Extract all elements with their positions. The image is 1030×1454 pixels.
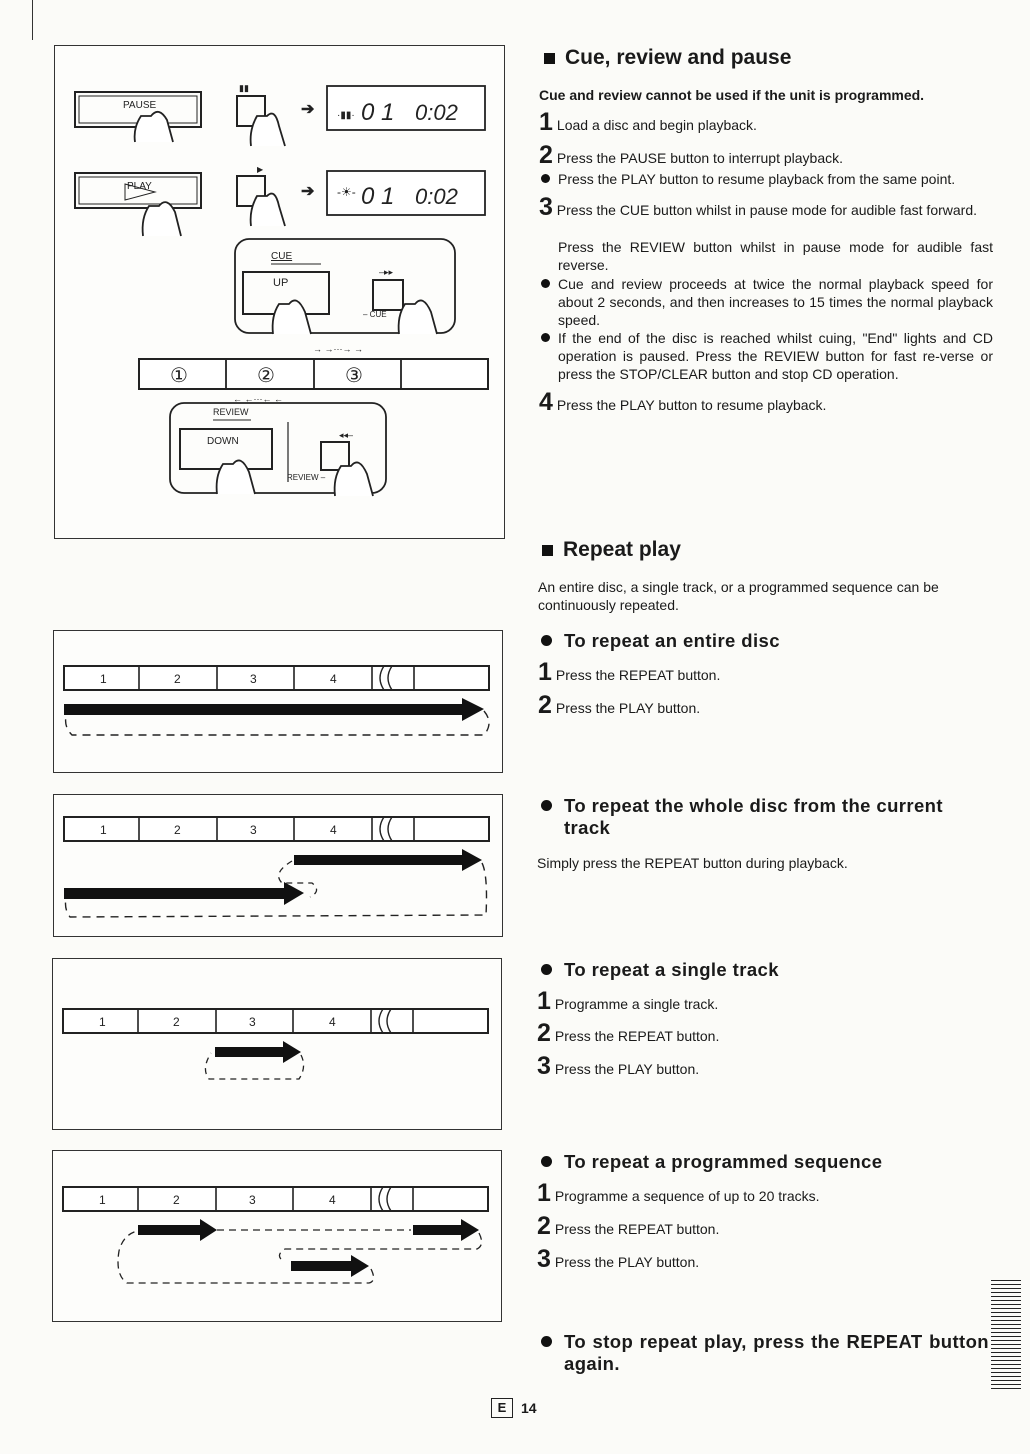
cue-small-label: – CUE: [363, 310, 387, 319]
svg-text:-☀-: -☀-: [337, 185, 356, 199]
bullet-icon: [541, 635, 552, 646]
track-num-4: 4: [329, 1015, 336, 1029]
repeat-entire-step-2: 2 Press the PLAY button.: [538, 691, 701, 719]
square-bullet-icon: [542, 545, 553, 556]
display-track-1: 0 1: [361, 99, 395, 126]
repeat-entire-step-1: 1 Press the REPEAT button.: [538, 658, 721, 686]
repeat-single-diagram: [53, 959, 503, 1131]
cue-bullet-3: If the end of the disc is reached whilst cuing, "End" lights and CD operation is paused. Press the REVIEW button for fast re-verse or press the STOP/CLEAR button and stop CD operation.: [541, 329, 993, 383]
repeat-current-diagram: [54, 795, 504, 938]
repeat-single-figure: [52, 958, 502, 1130]
track-num-3: 3: [250, 823, 257, 837]
repeat-programmed-diagram: [53, 1151, 503, 1323]
track-num-4: 4: [329, 1193, 336, 1207]
svg-text:◂◂–: ◂◂–: [339, 430, 354, 440]
cue-bullet-2: Cue and review proceeds at twice the normal playback speed for about 2 seconds, and then increases to 15 times the normal playback speed.: [541, 275, 993, 329]
review-small-label: REVIEW –: [287, 473, 326, 482]
repeat-programmed-heading: To repeat a programmed sequence: [541, 1151, 1001, 1173]
cue-bullet-1: Press the PLAY button to resume playback from the same point.: [541, 170, 994, 188]
track-num-1: 1: [99, 1193, 106, 1207]
repeat-single-heading: To repeat a single track: [541, 959, 1001, 981]
cue-step-3b: Press the REVIEW button whilst in pause mode for audible fast reverse.: [558, 239, 993, 273]
circled-track-1: ①: [170, 365, 188, 387]
bullet-icon: [541, 964, 552, 975]
bullet-icon: [541, 1156, 552, 1167]
display-time-1: 0:02: [415, 100, 458, 125]
svg-text:▮▮: ▮▮: [239, 83, 249, 93]
play-label: PLAY: [127, 181, 152, 192]
cue-step-4: 4 Press the PLAY button to resume playback.: [539, 388, 827, 416]
edge-index-marks: [991, 1280, 1021, 1390]
track-num-1: 1: [99, 1015, 106, 1029]
repeat-entire-diagram: [54, 631, 504, 774]
repeat-heading: Repeat play: [542, 538, 681, 562]
bullet-icon: [541, 174, 550, 183]
svg-text:← ←···← ←: ← ←···← ←: [233, 394, 283, 404]
track-num-3: 3: [249, 1193, 256, 1207]
cue-review-figure: [54, 45, 505, 539]
repeat-intro: An entire disc, a single track, or a programmed sequence can be continuously repeated.: [538, 579, 939, 613]
svg-text:→ →···→ →: → →···→ →: [313, 344, 363, 354]
track-num-1: 1: [100, 823, 107, 837]
svg-text:▶: ▶: [257, 165, 264, 174]
page-footer: [491, 1398, 537, 1418]
cue-label: CUE: [271, 251, 293, 262]
repeat-stop-note: To stop repeat play, press the REPEAT button again.: [541, 1331, 989, 1375]
repeat-programmed-step-2: 2 Press the REPEAT button.: [537, 1212, 720, 1240]
repeat-single-step-3: 3 Press the PLAY button.: [537, 1052, 700, 1080]
svg-text:·▮▮·: ·▮▮·: [337, 110, 355, 121]
track-num-1: 1: [100, 672, 107, 686]
cue-step-1: 1 Load a disc and begin playback.: [539, 108, 757, 136]
repeat-programmed-figure: [52, 1150, 502, 1322]
repeat-current-figure: [53, 794, 503, 937]
display-track-2: 0 1: [361, 183, 395, 210]
square-bullet-icon: [544, 53, 555, 64]
svg-text:–▸▸: –▸▸: [379, 267, 394, 277]
repeat-entire-figure: [53, 630, 503, 773]
margin-line: [32, 0, 33, 40]
cue-step-2: 2 Press the PAUSE button to interrupt playback.: [539, 141, 844, 169]
repeat-entire-heading: To repeat an entire disc: [541, 630, 1001, 652]
cue-step-3: 3 Press the CUE button whilst in pause mode for audible fast forward.: [539, 193, 978, 221]
repeat-current-text: Simply press the REPEAT button during playback.: [537, 855, 848, 871]
track-num-3: 3: [249, 1015, 256, 1029]
track-num-4: 4: [330, 672, 337, 686]
up-label: UP: [273, 277, 289, 289]
track-num-2: 2: [174, 672, 181, 686]
review-label: REVIEW: [213, 407, 249, 417]
display-time-2: 0:02: [415, 184, 458, 209]
repeat-single-step-2: 2 Press the REPEAT button.: [537, 1019, 720, 1047]
bullet-icon: [541, 800, 552, 811]
bullet-icon: [541, 333, 550, 342]
page-number: 14: [521, 1400, 537, 1416]
pause-label: PAUSE: [123, 100, 157, 111]
repeat-current-heading: To repeat the whole disc from the current track: [541, 795, 991, 839]
track-num-3: 3: [250, 672, 257, 686]
track-num-2: 2: [173, 1015, 180, 1029]
cue-heading: Cue, review and pause: [544, 46, 791, 70]
cue-review-diagram: [55, 46, 506, 540]
language-badge: E: [491, 1398, 513, 1418]
svg-text:➔: ➔: [301, 101, 315, 118]
circled-track-3: ③: [345, 365, 363, 387]
bullet-icon: [541, 279, 550, 288]
repeat-single-step-1: 1 Programme a single track.: [537, 987, 719, 1015]
bullet-icon: [541, 1336, 552, 1347]
repeat-programmed-step-3: 3 Press the PLAY button.: [537, 1245, 700, 1273]
track-num-4: 4: [330, 823, 337, 837]
down-label: DOWN: [207, 436, 239, 447]
repeat-programmed-step-1: 1 Programme a sequence of up to 20 tracks.: [537, 1179, 820, 1207]
svg-text:➔: ➔: [301, 183, 315, 200]
track-num-2: 2: [174, 823, 181, 837]
cue-note: Cue and review cannot be used if the unit is programmed.: [539, 87, 925, 103]
track-num-2: 2: [173, 1193, 180, 1207]
circled-track-2: ②: [257, 365, 275, 387]
